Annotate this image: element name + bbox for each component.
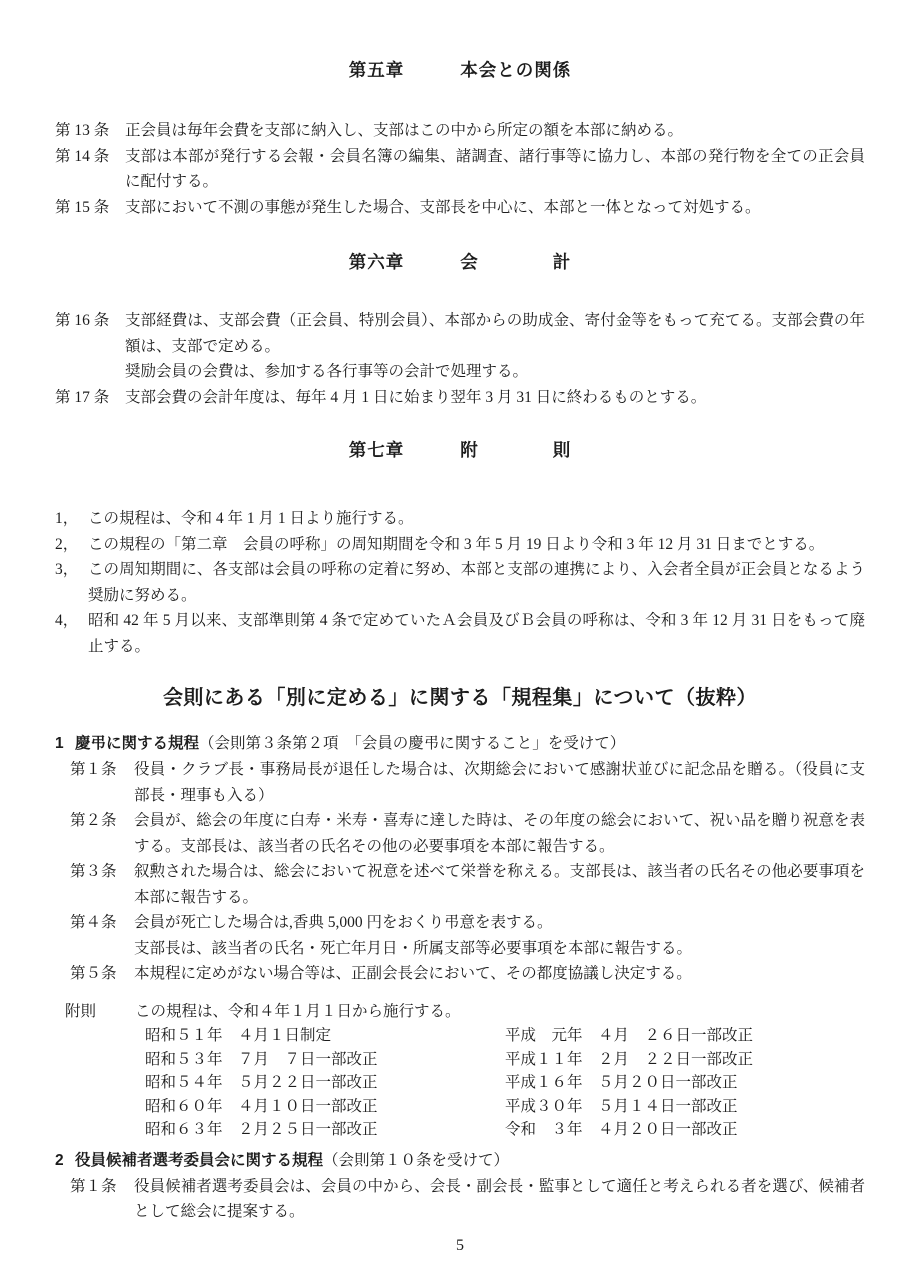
sec1-article-3-text: 叙勲された場合は、総会において祝意を述べて栄誉を称える。支部長は、該当者の氏名その他必要事項を本部に報告する。 [134,863,865,906]
section1-number: 1 [55,735,64,752]
article-16-main: 支部経費は、支部会費（正会員、特別会員）、本部からの助成金、寄付金等をもって充てる。支部会費の年額は、支部で定める。 [125,312,865,355]
sec1-article-5-label: 第５条 [70,965,117,982]
sec1-article-row-3 [70,859,865,910]
revision-1-left: 昭和５１年 ４月１日制定 [145,1027,332,1044]
chapter6-articles [55,308,865,410]
section2-note: （会則第１０条を受けて） [323,1151,510,1169]
sec1-article-4-extra: 支部長は、該当者の氏名・死亡年月日・所属支部等必要事項を本部に報告する。 [134,939,693,957]
revision-4-left: 昭和６０年 ４月１０日一部改正 [145,1097,378,1115]
article-row-16 [55,308,865,385]
section1-title: 慶弔に関する規程 [75,735,200,752]
revision-history-row-2 [145,1048,865,1072]
supplementary-item-2 [55,532,865,558]
section2-number: 2 [55,1151,64,1169]
sec1-article-row-4 [70,910,865,961]
chapter6-heading [55,250,865,274]
article-17-text: 支部会費の会計年度は、毎年 4 月 1 日に始まり翌年 3 月 31 日に終わるものとする。 [125,388,707,406]
section1-note: （会則第３条第２項 「会員の慶弔に関すること」を受けて） [199,735,626,752]
revision-2-left: 昭和５３年 ７月 ７日一部改正 [145,1050,378,1068]
article-16-extra: 奨励会員の会費は、参加する各行事等の会計で処理する。 [125,363,529,380]
chapter6-number: 第六章 [348,252,405,272]
chapter7-heading [55,438,865,462]
revision-1-right: 平成 元年 ４月 ２６日一部改正 [505,1027,754,1044]
sec2-article-row-1 [70,1174,865,1225]
sec1-supplementary-provision [65,999,865,1142]
article-row-17 [55,385,865,411]
supplementary-item-3 [55,557,865,608]
sec1-article-4-main: 会員が死亡した場合は,香典 5,000 円をおくり弔意を表する。 [134,914,553,931]
article-13-text: 正会員は毎年会費を支部に納入し、支部はこの中から所定の額を本部に納める。 [125,122,684,139]
revision-history-row-3 [145,1071,865,1095]
chapter7-title: 附 則 [460,440,572,460]
supplementary-item-1 [55,506,865,532]
sec1-article-4-label: 第４条 [70,914,117,931]
supplementary-item-1-text: この規程は、令和 4 年 1 月 1 日より施行する。 [88,510,414,527]
supplementary-item-2-number: 2， [55,535,79,553]
fusoku-intro-row [65,999,865,1025]
article-16-text [125,308,865,385]
article-15-text: 支部において不測の事態が発生した場合、支部長を中心に、本部と一体となって対処する。 [125,198,761,216]
article-16-label: 第 16 条 [55,312,110,329]
section2-title-line [75,1148,509,1174]
page-number: 5 [456,1236,464,1254]
supplementary-item-3-text: この周知期間に、各支部は会員の呼称の定着に努め、本部と支部の連携により、入会者全員が正会員となるよう奨励に努める。 [88,561,865,604]
supplementary-item-4-number: 4， [55,612,79,629]
sec1-article-1-text: 役員・クラブ長・事務局長が退任した場合は、次期総会において感謝状並びに記念品を贈る。（役員に支部長・理事も入る） [134,761,865,804]
section2-articles [70,1174,865,1225]
section2-heading [55,1148,865,1174]
sec1-article-row-1 [70,757,865,808]
revision-2-right: 平成１１年 ２月 ２２日一部改正 [505,1050,754,1068]
sec1-article-4-text [134,910,865,961]
sec1-article-3-label: 第３条 [70,863,117,880]
article-14-text: 支部は本部が発行する会報・会員名簿の編集、諸調査、諸行事等に協力し、本部の発行物を全ての正会員に配付する。 [125,147,865,190]
revision-history-row-4 [145,1095,865,1119]
section1-title-line [75,731,625,757]
article-row-13 [55,118,865,144]
supplementary-item-3-number: 3， [55,561,79,578]
chapter5-articles [55,118,865,220]
article-row-15 [55,195,865,221]
revision-3-left: 昭和５４年 ５月２２日一部改正 [145,1074,378,1091]
sec1-article-1-label: 第１条 [70,761,117,778]
chapter5-number: 第五章 [348,60,405,80]
section1-heading [55,731,865,757]
chapter5-heading [55,58,865,82]
revision-history-row-1 [145,1024,865,1048]
sec1-article-row-5 [70,961,865,987]
supplementary-item-4 [55,608,865,659]
supplementary-item-1-number: 1， [55,510,79,527]
sec2-article-1-text: 役員候補者選考委員会は、会員の中から、会長・副会長・監事として適任と考えられる者を選び、候補者として総会に提案する。 [134,1177,865,1220]
chapter6-title: 会 計 [460,252,572,272]
supplementary-item-4-text: 昭和 42 年 5 月以来、支部準則第 4 条で定めていたＡ会員及びＢ会員の呼称は、令和 3 年 12 月 31 日をもって廃止する。 [88,612,865,655]
revision-5-left: 昭和６３年 ２月２５日一部改正 [145,1121,378,1138]
revision-history [145,1024,865,1142]
sec1-article-2-label: 第２条 [70,812,117,829]
fusoku-intro: この規程は、令和４年１月１日から施行する。 [135,1002,461,1020]
sec1-article-row-2 [70,808,865,859]
supplementary-item-2-text: この規程の「第二章 会員の呼称」の周知期間を令和 3 年 5 月 19 日より令和 3 年 12 月 31 日までとする。 [88,535,825,553]
revision-4-right: 平成３０年 ５月１４日一部改正 [505,1097,738,1115]
revision-3-right: 平成１６年 ５月２０日一部改正 [505,1074,738,1091]
article-15-label: 第 15 条 [55,198,110,216]
chapter7-items [55,506,865,659]
article-14-label: 第 14 条 [55,147,110,165]
fusoku-label: 附則 [65,1002,97,1020]
article-row-14 [55,144,865,195]
sec2-article-1-label: 第１条 [70,1177,117,1195]
revision-history-row-5 [145,1118,865,1142]
sec1-article-2-text: 会員が、総会の年度に白寿・米寿・喜寿に達した時は、その年度の総会において、祝い品を贈り祝意を表する。支部長は、該当者の氏名その他の必要事項を本部に報告する。 [134,812,865,855]
regulations-title: 会則にある「別に定める」に関する「規程集」について（抜粋） [162,687,758,709]
revision-5-right: 令和 ３年 ４月２０日一部改正 [505,1121,738,1138]
chapter5-title: 本会との関係 [460,60,572,80]
section2-title: 役員候補者選考委員会に関する規程 [75,1151,324,1169]
chapter7-number: 第七章 [348,440,405,460]
sec1-article-5-text: 本規程に定めがない場合等は、正副会長会において、その都度協議し決定する。 [134,965,692,982]
article-17-label: 第 17 条 [55,388,110,406]
section1-articles [70,757,865,987]
article-13-label: 第 13 条 [55,122,110,139]
